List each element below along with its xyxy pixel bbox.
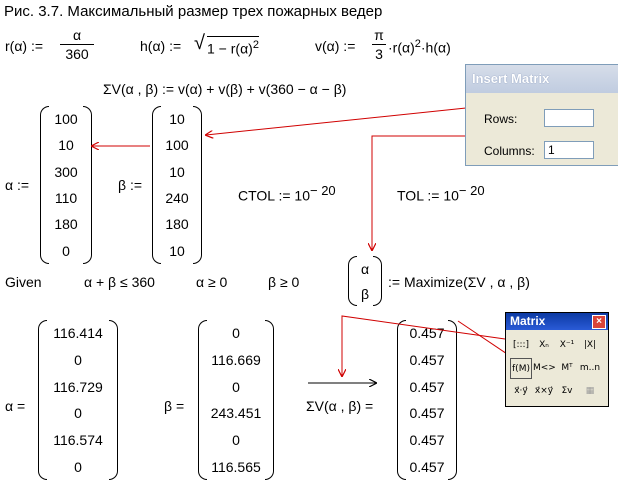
v-def-r-term: ·r(α): [388, 39, 415, 56]
v-def-lhs: v(α) :=: [315, 38, 356, 54]
vector-cell[interactable]: β: [360, 285, 370, 302]
matrix-cell: 0.457: [409, 458, 445, 475]
matrix-cell: 0.457: [409, 431, 445, 448]
constraint-beta: β ≥ 0: [268, 274, 300, 290]
matrix-cell: 116.414: [53, 325, 103, 342]
constraint-alpha: α ≥ 0: [196, 274, 228, 290]
rows-input[interactable]: [544, 109, 594, 127]
arrow-to-sumv-result: [342, 316, 505, 376]
inverse-icon[interactable]: X⁻¹: [559, 340, 575, 350]
rows-label: Rows:: [484, 112, 518, 126]
tol-base: 10: [443, 187, 459, 204]
arrow-to-beta-init: [206, 108, 466, 135]
subscript-icon[interactable]: Xₙ: [539, 340, 549, 350]
matrix-cell: 0: [232, 325, 240, 342]
matrix-cell: 0.457: [409, 378, 445, 395]
close-icon[interactable]: ×: [592, 315, 606, 329]
beta-init-label: β :=: [118, 177, 143, 193]
dot-product-icon[interactable]: x⃗·y⃗: [514, 386, 528, 396]
vector-cell[interactable]: α: [360, 260, 370, 277]
matrix-cell: 0: [74, 405, 82, 422]
matrix-cell[interactable]: 180: [54, 216, 78, 233]
vector-sum-icon[interactable]: Σv: [561, 386, 573, 396]
h-def-radicand-text: 1 − r(α): [207, 40, 253, 57]
matrix-cell[interactable]: 10: [169, 163, 185, 180]
columns-label: Columns:: [484, 144, 535, 158]
matrix-toolbar: [505, 312, 609, 407]
tol-label: TOL :=: [397, 187, 440, 204]
matrix-cell: 116.669: [211, 351, 261, 368]
r-def-numerator: α: [72, 27, 82, 43]
beta-result-label: β =: [164, 398, 185, 414]
alpha-init-label: α :=: [5, 177, 30, 193]
sumv-result-label: ΣV(α , β) =: [306, 398, 374, 414]
arrow-to-unknowns-vector: [372, 136, 466, 250]
ctol-exponent: − 20: [310, 183, 336, 198]
matrix-cell: 0: [232, 378, 240, 395]
matrix-cell: 0: [74, 351, 82, 368]
matrix-cell[interactable]: 100: [165, 137, 189, 154]
insert-matrix-titlebar[interactable]: [466, 65, 618, 93]
matrix-cell[interactable]: 180: [165, 216, 189, 233]
matrix-cell: 116.574: [53, 431, 103, 448]
h-def-exponent: 2: [252, 39, 259, 51]
matrix-cell[interactable]: 110: [54, 190, 78, 207]
sqrt-icon: √: [194, 32, 205, 54]
matrix-cell: 116.565: [211, 458, 261, 475]
matrix-cell[interactable]: 300: [54, 163, 78, 180]
matrix-cell: 116.729: [53, 378, 103, 395]
ctol-base: 10: [294, 187, 310, 204]
vectorize-icon[interactable]: f(M): [510, 358, 532, 379]
matrix-cell: 0: [232, 431, 240, 448]
columns-input[interactable]: [544, 141, 594, 159]
matrix-cell[interactable]: 0: [62, 242, 70, 259]
cross-product-icon[interactable]: x⃗×y⃗: [534, 386, 554, 396]
h-def-lhs: h(α) :=: [140, 38, 182, 54]
matrix-cell[interactable]: 10: [169, 242, 185, 259]
given-keyword: Given: [5, 274, 42, 290]
matrix-cell: 243.451: [210, 405, 262, 422]
matrix-cell[interactable]: 10: [169, 111, 185, 128]
r-def-lhs: r(α) :=: [5, 38, 44, 54]
matrix-cell: 0.457: [409, 325, 445, 342]
tol-exponent: − 20: [458, 183, 485, 198]
insert-matrix-title: Insert Matrix: [472, 71, 550, 86]
matrix-cell: 0: [74, 458, 82, 475]
matrix-icon[interactable]: [:::]: [512, 340, 530, 350]
v-def-exponent: 2: [414, 38, 421, 50]
column-icon[interactable]: M<>: [533, 363, 556, 373]
matrix-cell[interactable]: 10: [58, 137, 74, 154]
matrix-toolbar-title: Matrix: [510, 314, 546, 328]
picture-icon[interactable]: ▦: [585, 386, 595, 396]
v-def-denominator: 3: [375, 46, 383, 62]
v-def-h-term: ·h(α): [420, 39, 451, 56]
v-def-numerator: π: [374, 27, 384, 43]
figure-caption: Рис. 3.7. Максимальный размер трех пожарных ведер: [4, 3, 383, 20]
matrix-cell: 0.457: [409, 405, 445, 422]
maximize-call: := Maximize(ΣV , α , β): [388, 274, 530, 290]
constraint-sum: α + β ≤ 360: [84, 274, 155, 290]
matrix-cell: 0.457: [409, 351, 445, 368]
transpose-icon[interactable]: Mᵀ: [561, 363, 573, 373]
sum-v-definition: ΣV(α , β) := v(α) + v(β) + v(360 − α − β): [103, 81, 347, 97]
range-icon[interactable]: m..n: [579, 363, 601, 373]
matrix-toolbar-titlebar[interactable]: [506, 313, 608, 330]
insert-matrix-dialog: [465, 64, 618, 166]
alpha-result-label: α =: [5, 398, 26, 414]
determinant-icon[interactable]: |X|: [583, 340, 597, 350]
matrix-cell[interactable]: 100: [54, 111, 78, 128]
matrix-cell[interactable]: 240: [165, 190, 189, 207]
r-def-denominator: 360: [65, 46, 89, 62]
ctol-label: CTOL :=: [238, 187, 291, 204]
